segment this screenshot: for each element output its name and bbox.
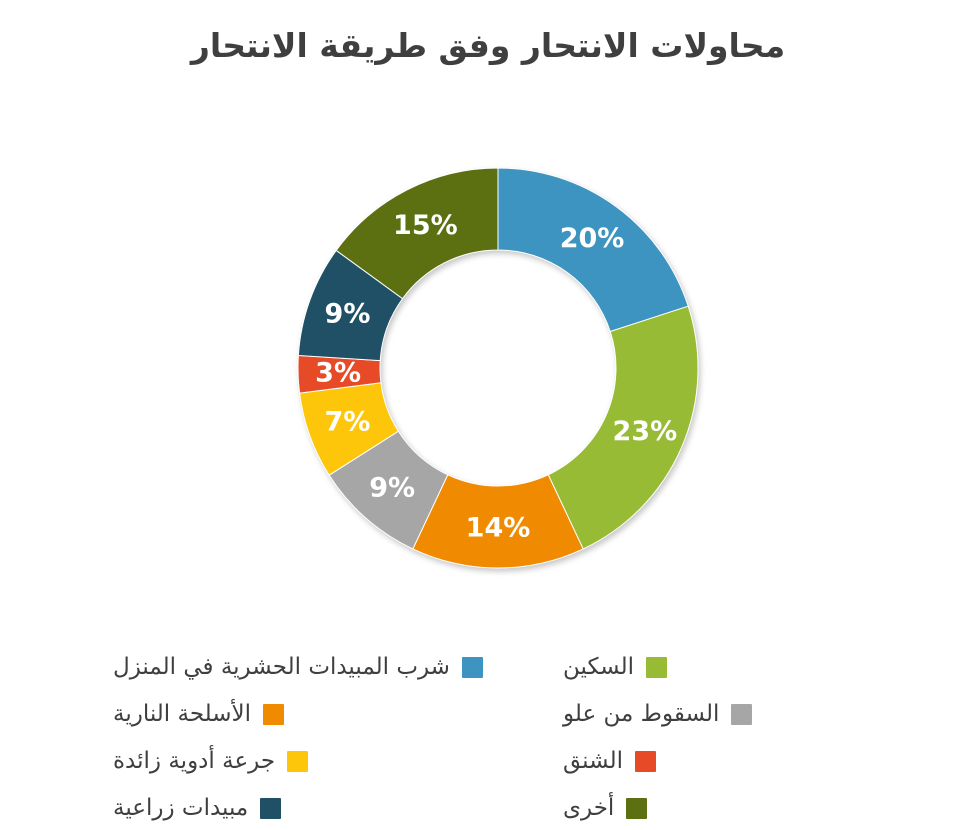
legend-item[interactable] xyxy=(113,650,483,684)
legend-column-right xyxy=(103,650,553,830)
donut-slice-label: 14% xyxy=(465,512,531,544)
legend-swatch-icon xyxy=(287,751,308,772)
legend-column-left xyxy=(553,650,873,830)
legend-item-label: الشنق xyxy=(563,748,624,774)
legend-item-label: جرعة أدوية زائدة xyxy=(113,748,276,774)
donut-slice-label: 23% xyxy=(612,416,678,448)
donut-chart xyxy=(238,108,758,628)
legend-item-label: شرب المبيدات الحشرية في المنزل xyxy=(113,654,450,680)
donut-slice-label: 3% xyxy=(315,357,362,389)
donut-slice-label: 20% xyxy=(559,223,625,255)
legend-swatch-icon xyxy=(646,657,667,678)
legend-item-label: السكين xyxy=(563,654,635,680)
donut-slice-label: 9% xyxy=(369,472,416,504)
legend-item[interactable] xyxy=(113,697,284,731)
legend-item[interactable] xyxy=(113,791,281,825)
donut-slice-label: 7% xyxy=(324,406,371,438)
legend-item[interactable] xyxy=(563,791,647,825)
donut-slice-label: 15% xyxy=(393,209,458,241)
legend-item-label: مبيدات زراعية xyxy=(113,795,249,821)
legend-item[interactable] xyxy=(563,650,667,684)
legend-item[interactable] xyxy=(563,697,752,731)
chart-title: محاولات الانتحار وفق طريقة الانتحار xyxy=(190,26,786,65)
legend-item[interactable] xyxy=(563,744,656,778)
legend-swatch-icon xyxy=(263,704,284,725)
legend-item[interactable] xyxy=(113,744,308,778)
legend-item-label: الأسلحة النارية xyxy=(113,701,252,727)
donut-svg xyxy=(238,108,758,628)
legend-swatch-icon xyxy=(635,751,656,772)
legend-swatch-icon xyxy=(626,798,647,819)
donut-slice-label: 9% xyxy=(324,298,371,330)
legend-swatch-icon xyxy=(462,657,483,678)
legend-swatch-icon xyxy=(260,798,281,819)
legend-item-label: أخرى xyxy=(563,795,615,821)
legend-swatch-icon xyxy=(731,704,752,725)
legend-item-label: السقوط من علو xyxy=(563,701,720,727)
chart-legend xyxy=(0,650,976,830)
